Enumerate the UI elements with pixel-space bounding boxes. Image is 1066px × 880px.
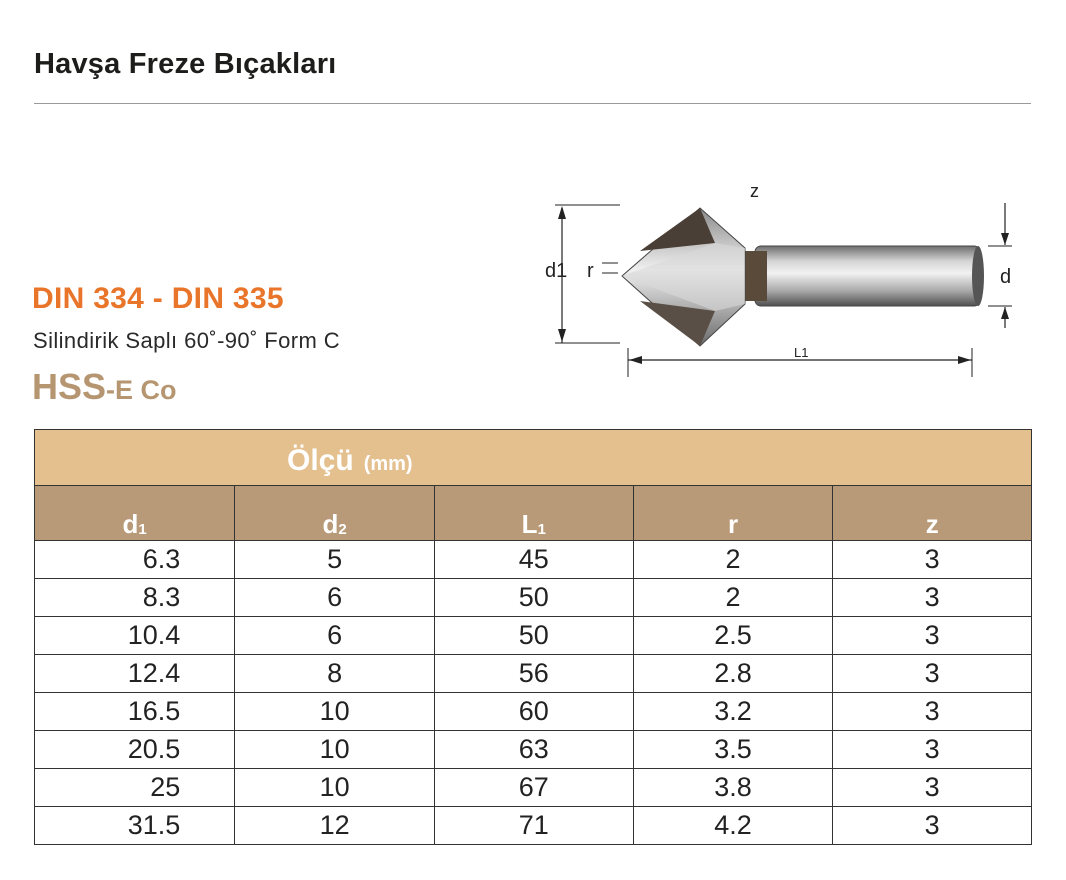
- column-header-z: z: [833, 486, 1032, 541]
- table-row: [35, 655, 1032, 693]
- table-group-header: [35, 430, 1032, 486]
- label-r: r: [587, 260, 594, 282]
- title-divider: [34, 103, 1031, 104]
- column-header-d2: $d_2$: [235, 486, 435, 541]
- cell-z: 3: [833, 693, 1032, 731]
- column-header-d1: $d_1$: [35, 486, 235, 541]
- cell-l1: 50: [434, 579, 633, 617]
- cell-d2: 10: [235, 769, 435, 807]
- cell-d1: 8.3: [35, 579, 235, 617]
- table-row: [35, 693, 1032, 731]
- cell-d1: 10.4: [35, 617, 235, 655]
- cell-z: 3: [833, 769, 1032, 807]
- cell-d2: 6: [235, 579, 435, 617]
- cell-z: 3: [833, 541, 1032, 579]
- label-z: z: [750, 183, 759, 201]
- cell-l1: 71: [434, 807, 633, 845]
- table-row: [35, 579, 1032, 617]
- product-subtitle: Silindirik Saplı 60˚-90˚ Form C: [33, 328, 341, 353]
- table-column-header-row: [35, 486, 1032, 541]
- cell-r: 3.5: [633, 731, 833, 769]
- cell-d1: 16.5: [35, 693, 235, 731]
- cell-z: 3: [833, 731, 1032, 769]
- group-header-unit: (mm): [363, 452, 413, 475]
- label-l1: L1: [794, 345, 809, 360]
- countersink-diagram: [540, 183, 1040, 383]
- cell-l1: 67: [434, 769, 633, 807]
- cell-d2: 8: [235, 655, 435, 693]
- cell-z: 3: [833, 617, 1032, 655]
- cell-l1: 60: [434, 693, 633, 731]
- cell-l1: 45: [434, 541, 633, 579]
- table-row: [35, 731, 1032, 769]
- cell-r: 2.5: [633, 617, 833, 655]
- cell-r: 4.2: [633, 807, 833, 845]
- cell-d1: 12.4: [35, 655, 235, 693]
- dimension-table: [34, 429, 1032, 845]
- cell-r: 3.2: [633, 693, 833, 731]
- cell-r: 2: [633, 541, 833, 579]
- cell-l1: 50: [434, 617, 633, 655]
- cell-d1: 25: [35, 769, 235, 807]
- material-suffix: -E Co: [106, 375, 177, 405]
- column-header-r: r: [633, 486, 833, 541]
- table-row: [35, 617, 1032, 655]
- material-label: [32, 366, 177, 408]
- cell-d2: 5: [235, 541, 435, 579]
- standard-heading: DIN 334 - DIN 335: [32, 282, 284, 315]
- label-d1: d1: [545, 260, 568, 282]
- label-d: d: [1000, 266, 1012, 288]
- page-title: Havşa Freze Bıçakları: [34, 48, 337, 80]
- cell-r: 3.8: [633, 769, 833, 807]
- column-header-l1: $L_1$: [434, 486, 633, 541]
- cell-z: 3: [833, 579, 1032, 617]
- cell-r: 2: [633, 579, 833, 617]
- cell-d1: 6.3: [35, 541, 235, 579]
- shank-shape: [755, 246, 980, 306]
- table-row: [35, 807, 1032, 845]
- cell-z: 3: [833, 655, 1032, 693]
- table-row: [35, 769, 1032, 807]
- table-row: [35, 541, 1032, 579]
- cell-d1: 20.5: [35, 731, 235, 769]
- material-main: HSS: [32, 366, 107, 407]
- cell-d2: 6: [235, 617, 435, 655]
- group-header-label: Ölçü: [287, 443, 354, 477]
- cell-d2: 10: [235, 693, 435, 731]
- cell-d2: 10: [235, 731, 435, 769]
- cell-l1: 63: [434, 731, 633, 769]
- cell-d1: 31.5: [35, 807, 235, 845]
- cell-d2: 12: [235, 807, 435, 845]
- cell-z: 3: [833, 807, 1032, 845]
- cell-r: 2.8: [633, 655, 833, 693]
- cell-l1: 56: [434, 655, 633, 693]
